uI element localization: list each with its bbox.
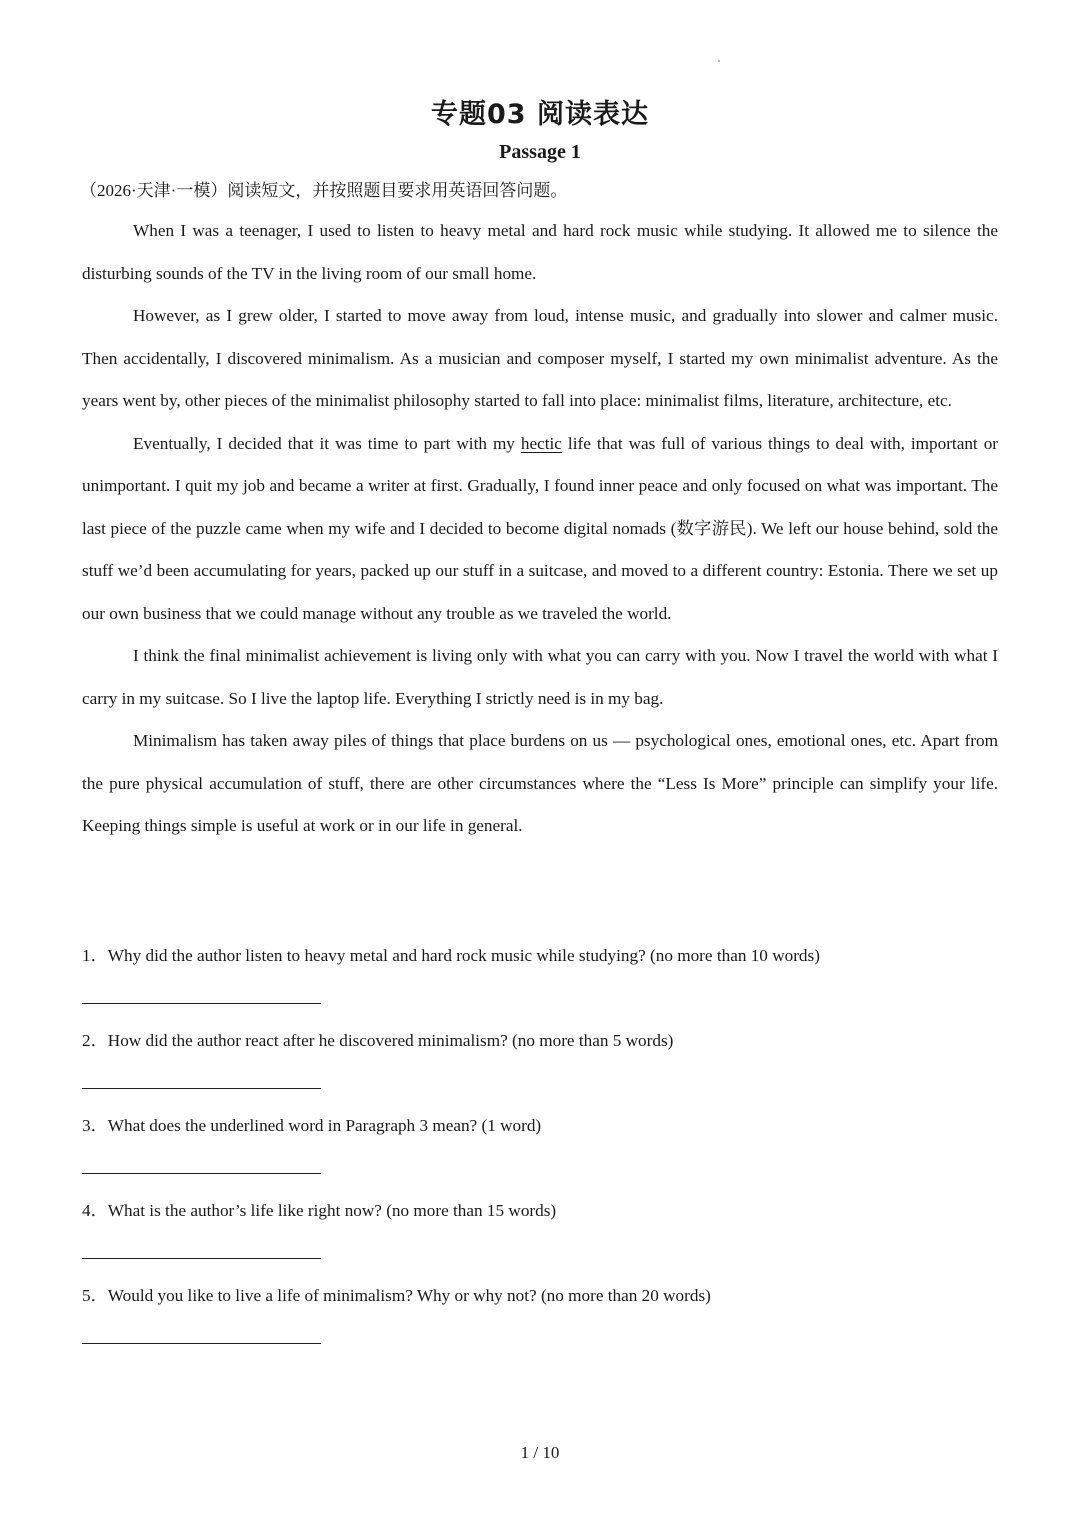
question-1: 1．Why did the author listen to heavy metal and hard rock music while studying? (no more than 10 words) xyxy=(82,946,820,965)
scan-mark xyxy=(718,60,720,62)
question-5: 5．Would you like to live a life of minimalism? Why or why not? (no more than 20 words) xyxy=(82,1286,711,1305)
paragraph-3 xyxy=(82,423,998,636)
answer-line-2[interactable] xyxy=(82,1088,321,1089)
paragraph-4: I think the final minimalist achievement is living only with what you can carry with you. Now I travel the world with what I carry in my suitcase. So I live the laptop life. Everything I strictly need is in my bag. xyxy=(82,646,998,708)
source-instruction: （2026·天津·一模）阅读短文，并按照题目要求用英语回答问题。 xyxy=(80,181,568,200)
page-number: 1 / 10 xyxy=(520,1443,560,1462)
question-2: 2．How did the author react after he discovered minimalism? (no more than 5 words) xyxy=(82,1031,674,1050)
question-3: 3．What does the underlined word in Paragraph 3 mean? (1 word) xyxy=(82,1116,542,1135)
page-title: 专题03 阅读表达 xyxy=(431,99,649,130)
paragraph-3-after: life that was full of various things to deal with, important or unimportant. I quit my job and became a writer at first. Gradually, I found inner peace and only focused on what was important. The last piece of the puzzle came when my wife and I decided to become digital nomads (数字游民). We left our house behind, sold the stuff we’d been accumulating for years, packed up our stuff in a suitcase, and moved to a different country: Estonia. There we set up our own business that we could manage without any trouble as we traveled the world. xyxy=(82,433,999,623)
answer-line-3[interactable] xyxy=(82,1173,321,1174)
question-4: 4．What is the author’s life like right now? (no more than 15 words) xyxy=(82,1201,557,1220)
paragraph-5: Minimalism has taken away piles of things that place burdens on us — psychological ones, emotional ones, etc. Apart from the pure physical accumulation of stuff, there are other circumstances where the “Less Is More” principle can simplify your life. Keeping things simple is useful at work or in our life in general. xyxy=(82,731,998,835)
answer-line-1[interactable] xyxy=(82,1003,321,1004)
answer-line-4[interactable] xyxy=(82,1258,321,1259)
answer-line-5[interactable] xyxy=(82,1343,321,1344)
passage-body xyxy=(82,210,998,848)
paragraph-3-before: Eventually, I decided that it was time to part with my xyxy=(133,433,521,453)
passage-heading: Passage 1 xyxy=(499,141,581,163)
paragraph-2: However, as I grew older, I started to move away from loud, intense music, and gradually into slower and calmer music. Then accidentally, I discovered minimalism. As a musician and composer myself, I started my own minimalist adventure. As the years went by, other pieces of the minimalist philosophy started to fall into place: minimalist films, literature, architecture, etc. xyxy=(82,306,998,410)
underlined-word: hectic xyxy=(520,433,562,453)
paragraph-1: When I was a teenager, I used to listen to heavy metal and hard rock music while studying. It allowed me to silence the disturbing sounds of the TV in the living room of our small home. xyxy=(82,221,998,283)
